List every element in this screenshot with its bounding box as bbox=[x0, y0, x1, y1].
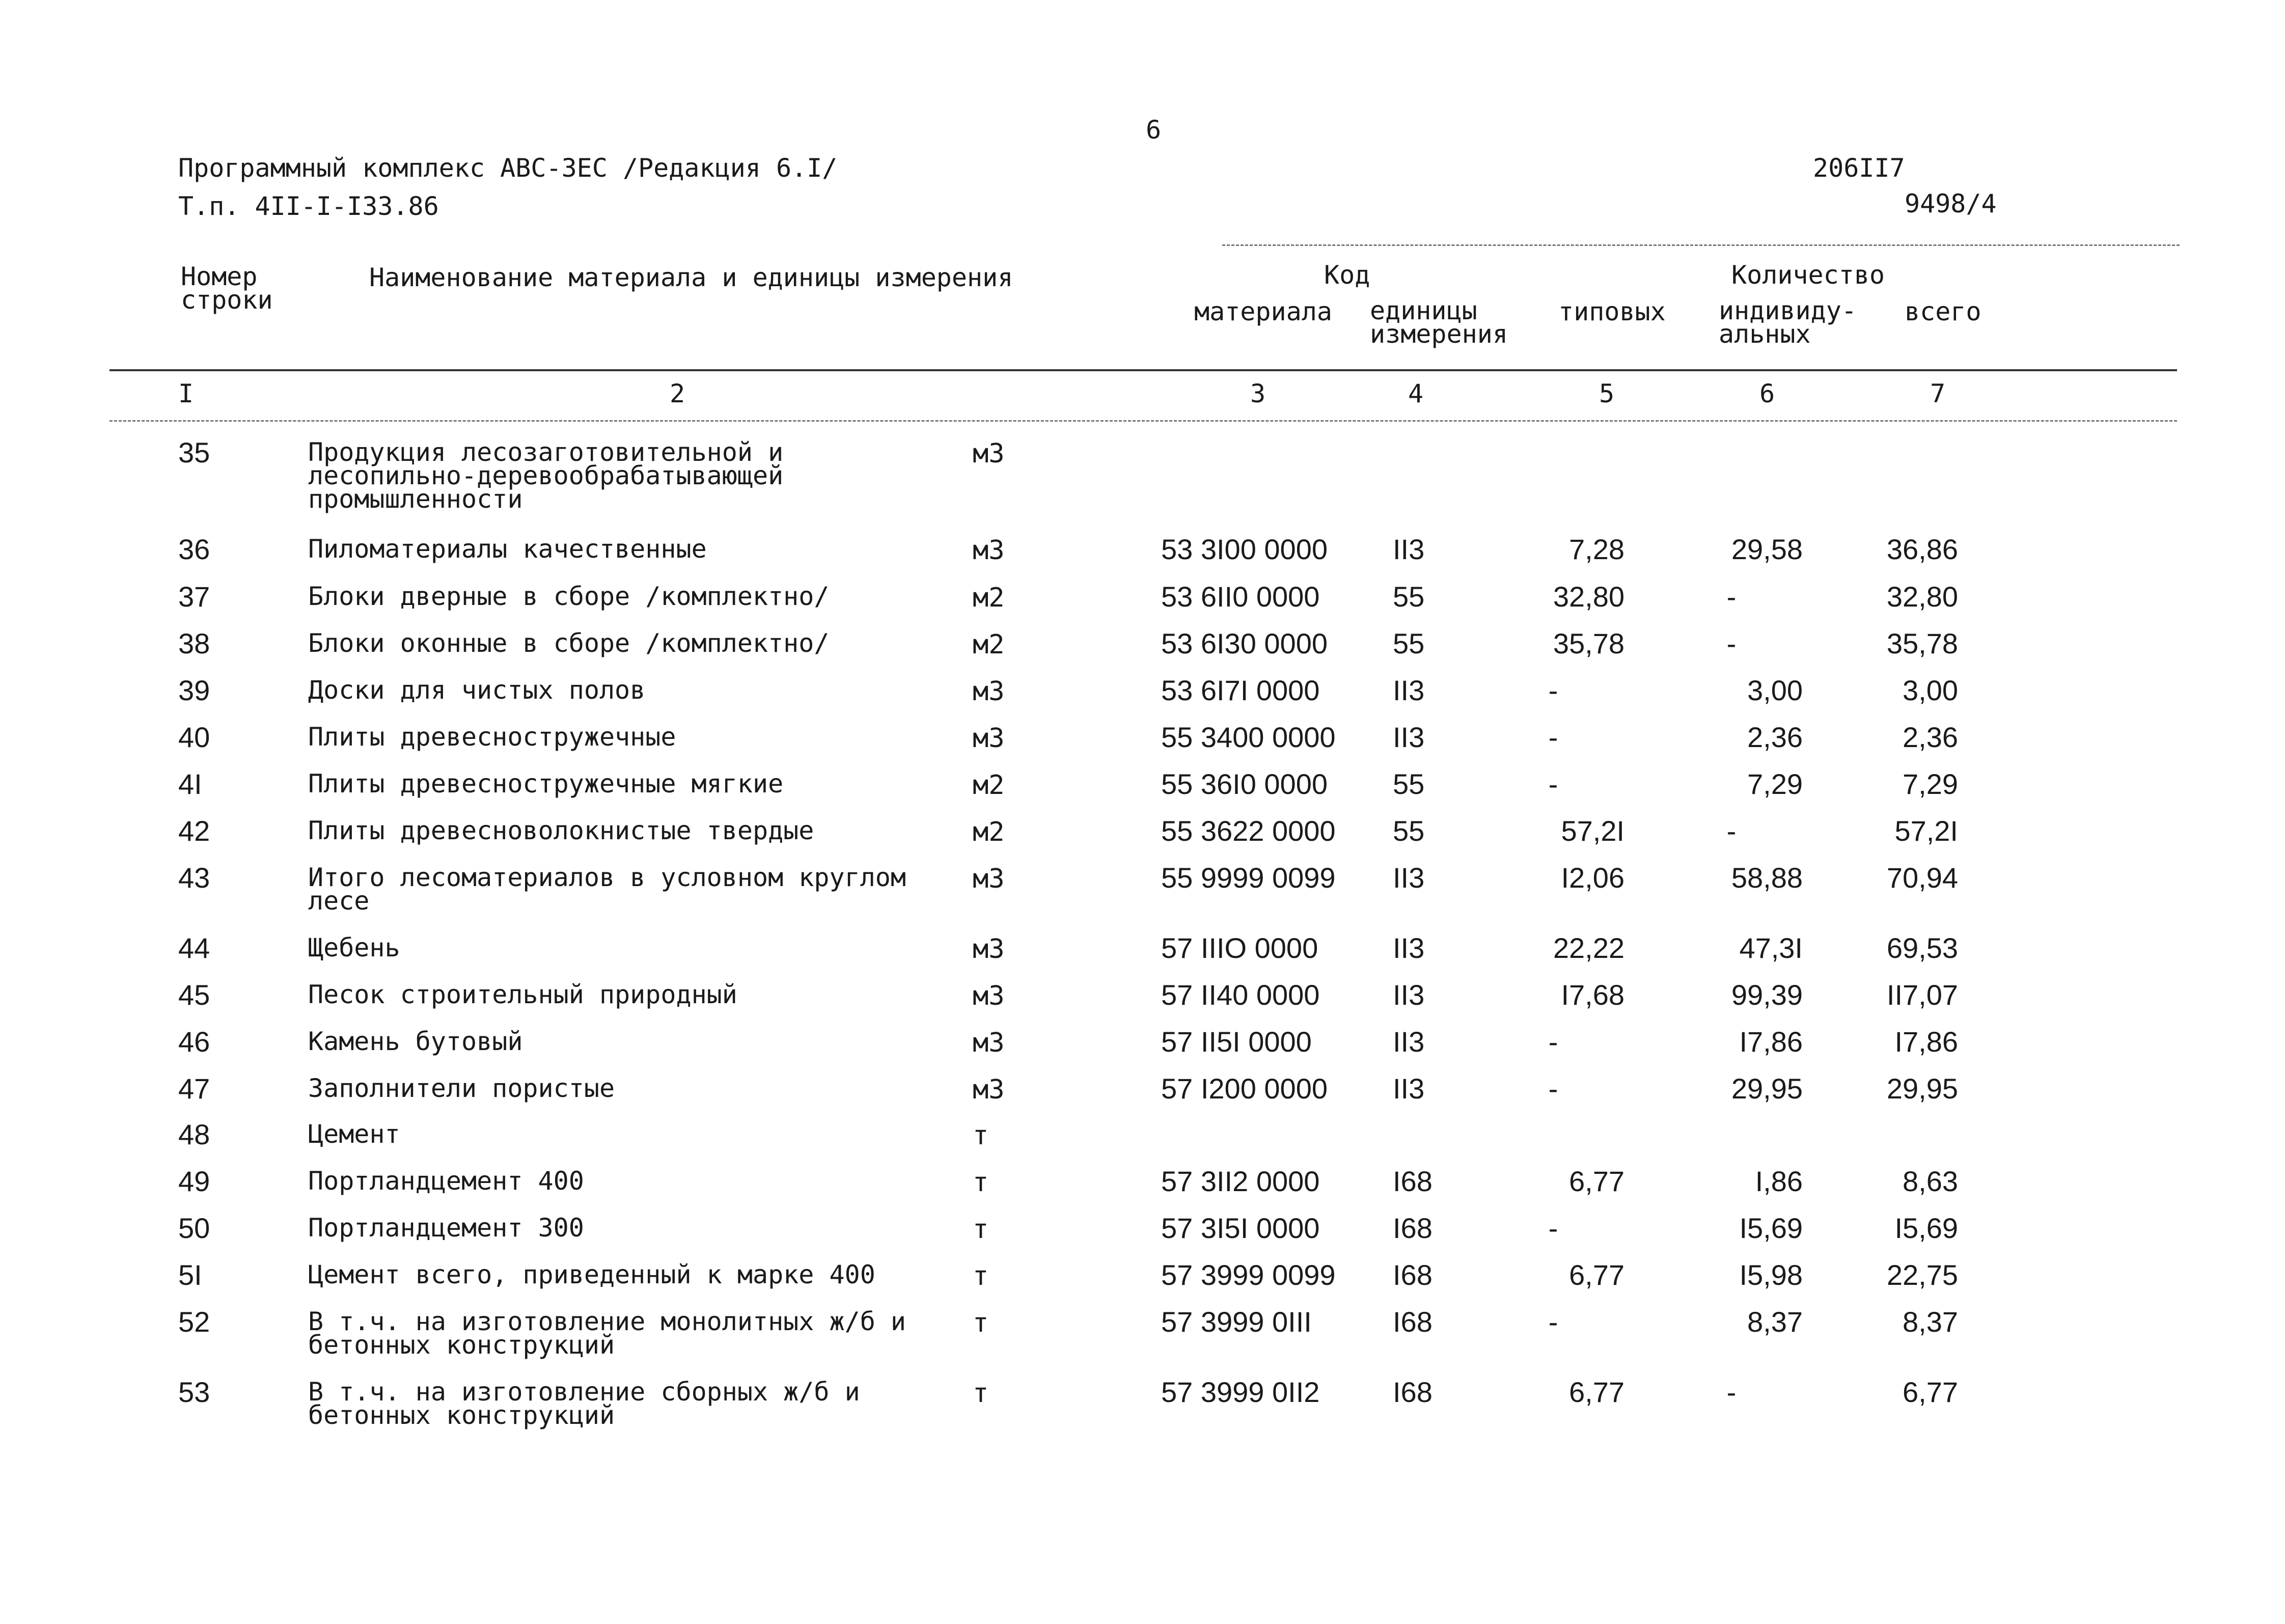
unit-of-measure: т bbox=[973, 1120, 989, 1151]
material-code: 55 3622 0000 bbox=[1161, 815, 1336, 847]
row-number: 49 bbox=[178, 1165, 210, 1197]
material-code: 57 3999 0II2 bbox=[1161, 1376, 1320, 1408]
material-name: Цемент bbox=[308, 1119, 400, 1149]
row-number: 45 bbox=[178, 979, 210, 1011]
document-code: 206II7 bbox=[1813, 153, 1905, 183]
col-header-code: Код bbox=[1324, 260, 1370, 290]
row-number: 48 bbox=[178, 1118, 210, 1150]
material-code: 57 3I5I 0000 bbox=[1161, 1212, 1320, 1244]
qty-typical: 7,28 bbox=[1569, 533, 1625, 565]
qty-individual: - bbox=[1726, 1376, 1737, 1408]
qty-individual: - bbox=[1726, 815, 1737, 847]
unit-code: II3 bbox=[1393, 1072, 1425, 1105]
row-number: 53 bbox=[178, 1376, 210, 1408]
material-name: В т.ч. на изготовление монолитных ж/б и бетонных конструкций bbox=[308, 1307, 906, 1360]
col-header-line-no: Номер строки bbox=[181, 262, 273, 315]
material-code: 53 6I7I 0000 bbox=[1161, 674, 1320, 706]
unit-of-measure: м2 bbox=[973, 583, 1005, 613]
unit-of-measure: м3 bbox=[973, 934, 1005, 965]
unit-of-measure: м3 bbox=[973, 723, 1005, 754]
unit-code: II3 bbox=[1393, 533, 1425, 565]
row-number: 4I bbox=[178, 768, 202, 800]
unit-code: 55 bbox=[1393, 627, 1425, 659]
material-code: 53 3I00 0000 bbox=[1161, 533, 1328, 565]
unit-code: I68 bbox=[1393, 1165, 1433, 1197]
qty-total: 32,80 bbox=[1886, 581, 1958, 613]
unit-of-measure: м3 bbox=[973, 1028, 1005, 1058]
qty-typical: - bbox=[1548, 1306, 1558, 1338]
qty-individual: 29,95 bbox=[1731, 1072, 1803, 1105]
col-header-typical: типовых bbox=[1558, 297, 1666, 326]
material-name: Щебень bbox=[308, 933, 400, 962]
row-number: 46 bbox=[178, 1026, 210, 1058]
material-name: Цемент всего, приведенный к марке 400 bbox=[308, 1260, 875, 1289]
unit-code: II3 bbox=[1393, 674, 1425, 706]
row-number: 44 bbox=[178, 932, 210, 964]
row-number: 42 bbox=[178, 815, 210, 847]
qty-individual: 99,39 bbox=[1731, 979, 1803, 1011]
sheet-code: 9498/4 bbox=[1905, 189, 1997, 218]
unit-of-measure: м3 bbox=[973, 535, 1005, 566]
material-code: 57 I200 0000 bbox=[1161, 1072, 1328, 1105]
qty-typical: I7,68 bbox=[1561, 979, 1625, 1011]
unit-code: I68 bbox=[1393, 1376, 1433, 1408]
col-number-1: I bbox=[178, 379, 194, 408]
qty-individual: 58,88 bbox=[1731, 862, 1803, 894]
row-number: 36 bbox=[178, 533, 210, 565]
col-header-code-unit: единицы измерения bbox=[1370, 296, 1508, 349]
row-number: 40 bbox=[178, 721, 210, 753]
qty-typical: 22,22 bbox=[1553, 932, 1625, 964]
col-number-5: 5 bbox=[1599, 379, 1615, 408]
unit-code: II3 bbox=[1393, 932, 1425, 964]
material-code: 57 3999 0III bbox=[1161, 1306, 1312, 1338]
unit-of-measure: т bbox=[973, 1214, 989, 1245]
material-name: Портландцемент 300 bbox=[308, 1213, 584, 1243]
unit-of-measure: т bbox=[973, 1167, 989, 1198]
col-header-individual: индивиду- альных bbox=[1719, 296, 1857, 349]
qty-individual: I,86 bbox=[1755, 1165, 1803, 1197]
material-name: Камень бутовый bbox=[308, 1027, 523, 1056]
qty-total: 8,63 bbox=[1903, 1165, 1958, 1197]
row-number: 37 bbox=[178, 581, 210, 613]
material-name: Плиты древесностружечные bbox=[308, 722, 676, 752]
material-code: 53 6I30 0000 bbox=[1161, 627, 1328, 659]
row-number: 5I bbox=[178, 1259, 202, 1291]
unit-of-measure: т bbox=[973, 1378, 989, 1409]
material-code: 55 9999 0099 bbox=[1161, 862, 1336, 894]
unit-of-measure: т bbox=[973, 1261, 989, 1291]
unit-of-measure: м2 bbox=[973, 817, 1005, 847]
col-header-name: Наименование материала и единицы измерения bbox=[369, 263, 1013, 292]
qty-individual: 47,3I bbox=[1739, 932, 1803, 964]
qty-total: 7,29 bbox=[1903, 768, 1958, 800]
qty-individual: 8,37 bbox=[1747, 1306, 1803, 1338]
column-number-rule bbox=[109, 420, 2177, 422]
unit-of-measure: м2 bbox=[973, 629, 1005, 660]
qty-total: 35,78 bbox=[1886, 627, 1958, 659]
program-title: Программный комплекс АВС-ЗЕС /Редакция 6.I/ bbox=[178, 153, 838, 183]
material-code: 55 36I0 0000 bbox=[1161, 768, 1328, 800]
unit-of-measure: м2 bbox=[973, 770, 1005, 801]
qty-typical: I2,06 bbox=[1561, 862, 1625, 894]
qty-typical: 57,2I bbox=[1561, 815, 1625, 847]
qty-individual: 7,29 bbox=[1747, 768, 1803, 800]
qty-typical: 6,77 bbox=[1569, 1376, 1625, 1408]
unit-code: II3 bbox=[1393, 721, 1425, 753]
unit-code: II3 bbox=[1393, 979, 1425, 1011]
col-header-quantity: Количество bbox=[1731, 260, 1885, 290]
qty-individual: - bbox=[1726, 627, 1737, 659]
col-header-total: всего bbox=[1905, 297, 1981, 326]
unit-of-measure: м3 bbox=[973, 676, 1005, 707]
unit-code: I68 bbox=[1393, 1212, 1433, 1244]
qty-individual: I5,69 bbox=[1739, 1212, 1803, 1244]
qty-individual: 2,36 bbox=[1747, 721, 1803, 753]
material-code: 57 3999 0099 bbox=[1161, 1259, 1336, 1291]
material-name: Блоки дверные в сборе /комплектно/ bbox=[308, 582, 830, 611]
qty-typical: - bbox=[1548, 1026, 1558, 1058]
row-number: 52 bbox=[178, 1306, 210, 1338]
project-code: Т.п. 4II-I-I33.86 bbox=[178, 191, 439, 221]
header-rule bbox=[109, 369, 2177, 371]
qty-typical: - bbox=[1548, 721, 1558, 753]
unit-of-measure: м3 bbox=[973, 1075, 1005, 1105]
col-number-6: 6 bbox=[1759, 379, 1775, 408]
qty-total: 69,53 bbox=[1886, 932, 1958, 964]
qty-total: 70,94 bbox=[1886, 862, 1958, 894]
qty-total: 57,2I bbox=[1894, 815, 1958, 847]
qty-typical: 6,77 bbox=[1569, 1165, 1625, 1197]
row-number: 39 bbox=[178, 674, 210, 706]
col-number-2: 2 bbox=[670, 379, 685, 408]
qty-typical: 35,78 bbox=[1553, 627, 1625, 659]
qty-individual: - bbox=[1726, 581, 1737, 613]
col-header-code-material: материала bbox=[1194, 297, 1332, 326]
header-top-rule bbox=[1222, 244, 2180, 246]
material-name: Пиломатериалы качественные bbox=[308, 534, 707, 564]
page-number: 6 bbox=[1146, 115, 1162, 145]
material-code: 57 3II2 0000 bbox=[1161, 1165, 1320, 1197]
row-number: 50 bbox=[178, 1212, 210, 1244]
material-code: 57 II40 0000 bbox=[1161, 979, 1320, 1011]
material-code: 53 6II0 0000 bbox=[1161, 581, 1320, 613]
unit-code: II3 bbox=[1393, 1026, 1425, 1058]
qty-total: 3,00 bbox=[1903, 674, 1958, 706]
unit-code: 55 bbox=[1393, 815, 1425, 847]
material-name: Продукция лесозаготовительной и лесопильно-деревообрабатывающей промышленности bbox=[308, 437, 784, 514]
material-code: 57 IIIO 0000 bbox=[1161, 932, 1318, 964]
material-name: Доски для чистых полов bbox=[308, 675, 646, 705]
qty-typical: - bbox=[1548, 1072, 1558, 1105]
unit-of-measure: т bbox=[973, 1308, 989, 1338]
qty-individual: I5,98 bbox=[1739, 1259, 1803, 1291]
col-number-3: 3 bbox=[1250, 379, 1266, 408]
unit-code: I68 bbox=[1393, 1259, 1433, 1291]
col-number-4: 4 bbox=[1408, 379, 1424, 408]
col-number-7: 7 bbox=[1930, 379, 1946, 408]
qty-typical: - bbox=[1548, 674, 1558, 706]
material-name: Плиты древесноволокнистые твердые bbox=[308, 816, 814, 845]
qty-total: II7,07 bbox=[1886, 979, 1958, 1011]
qty-typical: 32,80 bbox=[1553, 581, 1625, 613]
material-name: Плиты древесностружечные мягкие bbox=[308, 769, 784, 799]
unit-code: 55 bbox=[1393, 768, 1425, 800]
row-number: 38 bbox=[178, 627, 210, 659]
row-number: 35 bbox=[178, 436, 210, 469]
row-number: 43 bbox=[178, 862, 210, 894]
unit-of-measure: м3 bbox=[973, 864, 1005, 894]
qty-typical: - bbox=[1548, 1212, 1558, 1244]
qty-total: 29,95 bbox=[1886, 1072, 1958, 1105]
qty-total: 8,37 bbox=[1903, 1306, 1958, 1338]
unit-of-measure: м3 bbox=[973, 981, 1005, 1011]
unit-of-measure: м3 bbox=[973, 438, 1005, 469]
qty-total: 6,77 bbox=[1903, 1376, 1958, 1408]
qty-total: I5,69 bbox=[1894, 1212, 1958, 1244]
qty-individual: 3,00 bbox=[1747, 674, 1803, 706]
row-number: 47 bbox=[178, 1072, 210, 1105]
qty-total: 2,36 bbox=[1903, 721, 1958, 753]
material-code: 57 II5I 0000 bbox=[1161, 1026, 1312, 1058]
material-name: Заполнители пористые bbox=[308, 1074, 615, 1103]
qty-typical: 6,77 bbox=[1569, 1259, 1625, 1291]
unit-code: II3 bbox=[1393, 862, 1425, 894]
qty-individual: I7,86 bbox=[1739, 1026, 1803, 1058]
material-name: Песок строительный природный bbox=[308, 980, 737, 1009]
material-code: 55 3400 0000 bbox=[1161, 721, 1336, 753]
qty-total: 22,75 bbox=[1886, 1259, 1958, 1291]
unit-code: I68 bbox=[1393, 1306, 1433, 1338]
material-name: Портландцемент 400 bbox=[308, 1166, 584, 1196]
qty-typical: - bbox=[1548, 768, 1558, 800]
qty-total: 36,86 bbox=[1886, 533, 1958, 565]
material-name: Блоки оконные в сборе /комплектно/ bbox=[308, 628, 830, 658]
qty-individual: 29,58 bbox=[1731, 533, 1803, 565]
qty-total: I7,86 bbox=[1894, 1026, 1958, 1058]
material-name: В т.ч. на изготовление сборных ж/б и бетонных конструкций bbox=[308, 1377, 860, 1430]
unit-code: 55 bbox=[1393, 581, 1425, 613]
material-name: Итого лесоматериалов в условном круглом лесе bbox=[308, 863, 906, 916]
